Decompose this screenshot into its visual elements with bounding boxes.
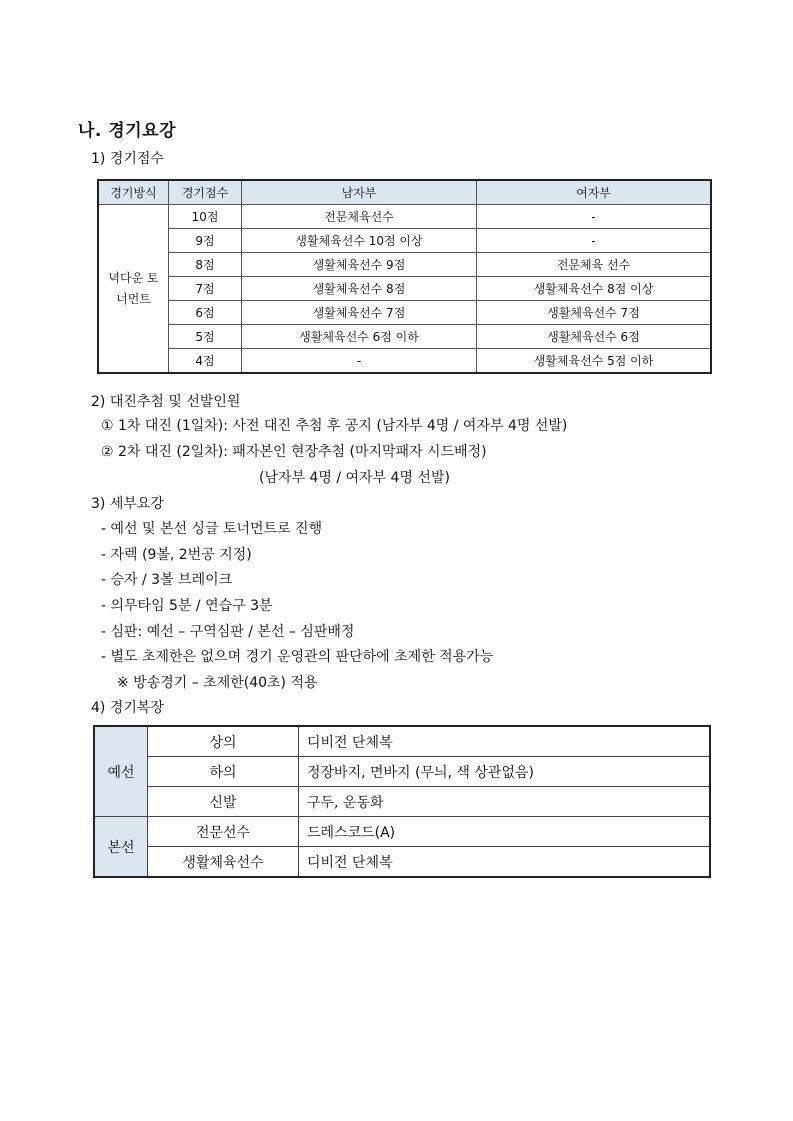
table-row (98, 325, 711, 349)
men-cell: 생활체육선수 8점 (242, 277, 477, 301)
header-men: 남자부 (242, 180, 477, 205)
table-row (98, 301, 711, 325)
men-cell: - (242, 349, 477, 374)
draw-line-1: ① 1차 대진 (1일차): 사전 대진 추첨 후 공지 (남자부 4명 / 여자부 4명 선발) (101, 418, 568, 434)
table-row (94, 817, 710, 847)
group-prelim: 예선 (94, 726, 148, 817)
subsection-title-score: 1) 경기점수 (91, 151, 164, 167)
header-women: 여자부 (477, 180, 712, 205)
score-cell: 6점 (169, 301, 242, 325)
subsection-title-draw: 2) 대진추첨 및 선발인원 (91, 394, 241, 410)
table-row (98, 349, 711, 374)
men-cell: 생활체육선수 10점 이상 (242, 229, 477, 253)
method-label: 녁다운 토너먼트 (108, 270, 159, 306)
women-cell: 생활체육선수 7점 (477, 301, 712, 325)
group-main: 본선 (94, 817, 148, 878)
women-cell: 생활체육선수 8점 이상 (477, 277, 712, 301)
table-row (98, 205, 711, 229)
attire-value: 디비전 단체복 (299, 847, 711, 878)
attire-table (93, 725, 711, 878)
table-row (98, 229, 711, 253)
attire-value: 디비전 단체복 (299, 726, 711, 757)
table-row (94, 787, 710, 817)
attire-item: 하의 (148, 757, 299, 787)
header-score: 경기점수 (169, 180, 242, 205)
attire-value: 정장바지, 면바지 (무늬, 색 상관없음) (299, 757, 711, 787)
subsection-title-details: 3) 세부요강 (91, 496, 164, 512)
table-header-row (98, 180, 711, 205)
header-method: 경기방식 (98, 180, 169, 205)
detail-note: ※ 방송경기 – 초제한(40초) 적용 (117, 675, 318, 691)
men-cell: 생활체육선수 6점 이하 (242, 325, 477, 349)
score-cell: 9점 (169, 229, 242, 253)
men-cell: 전문체육선수 (242, 205, 477, 229)
attire-value: 구두, 운동화 (299, 787, 711, 817)
women-cell: - (477, 229, 712, 253)
detail-line: - 별도 초제한은 없으며 경기 운영관의 판단하에 초제한 적용가능 (101, 649, 494, 665)
attire-item: 생활체육선수 (148, 847, 299, 878)
table-row (94, 757, 710, 787)
score-table (97, 179, 712, 374)
detail-line: - 의무타임 5분 / 연습구 3분 (101, 598, 273, 614)
method-cell (98, 205, 169, 374)
subsection-title-attire: 4) 경기복장 (91, 700, 164, 716)
table-row (94, 726, 710, 757)
attire-item: 상의 (148, 726, 299, 757)
men-cell: 생활체육선수 7점 (242, 301, 477, 325)
detail-line: - 심판: 예선 – 구역심판 / 본선 – 심판배정 (101, 624, 355, 640)
detail-line: - 예선 및 본선 싱글 토너먼트로 진행 (101, 521, 323, 537)
detail-line: - 자렉 (9볼, 2번공 지정) (101, 547, 252, 563)
attire-item: 전문선수 (148, 817, 299, 847)
table-row (98, 253, 711, 277)
women-cell: 전문체육 선수 (477, 253, 712, 277)
section-title: 나. 경기요강 (78, 121, 176, 141)
women-cell: - (477, 205, 712, 229)
score-cell: 5점 (169, 325, 242, 349)
table-row (94, 847, 710, 878)
score-cell: 10점 (169, 205, 242, 229)
draw-line-2: ② 2차 대진 (2일차): 패자본인 현장추첨 (마지막패자 시드배정) (101, 444, 487, 460)
women-cell: 생활체육선수 5점 이하 (477, 349, 712, 374)
women-cell: 생활체육선수 6점 (477, 325, 712, 349)
score-cell: 7점 (169, 277, 242, 301)
attire-value: 드레스코드(A) (299, 817, 711, 847)
score-cell: 4점 (169, 349, 242, 374)
draw-line-3: (남자부 4명 / 여자부 4명 선발) (259, 470, 450, 486)
attire-item: 신발 (148, 787, 299, 817)
score-cell: 8점 (169, 253, 242, 277)
detail-line: - 승자 / 3볼 브레이크 (101, 572, 233, 588)
men-cell: 생활체육선수 9점 (242, 253, 477, 277)
table-row (98, 277, 711, 301)
